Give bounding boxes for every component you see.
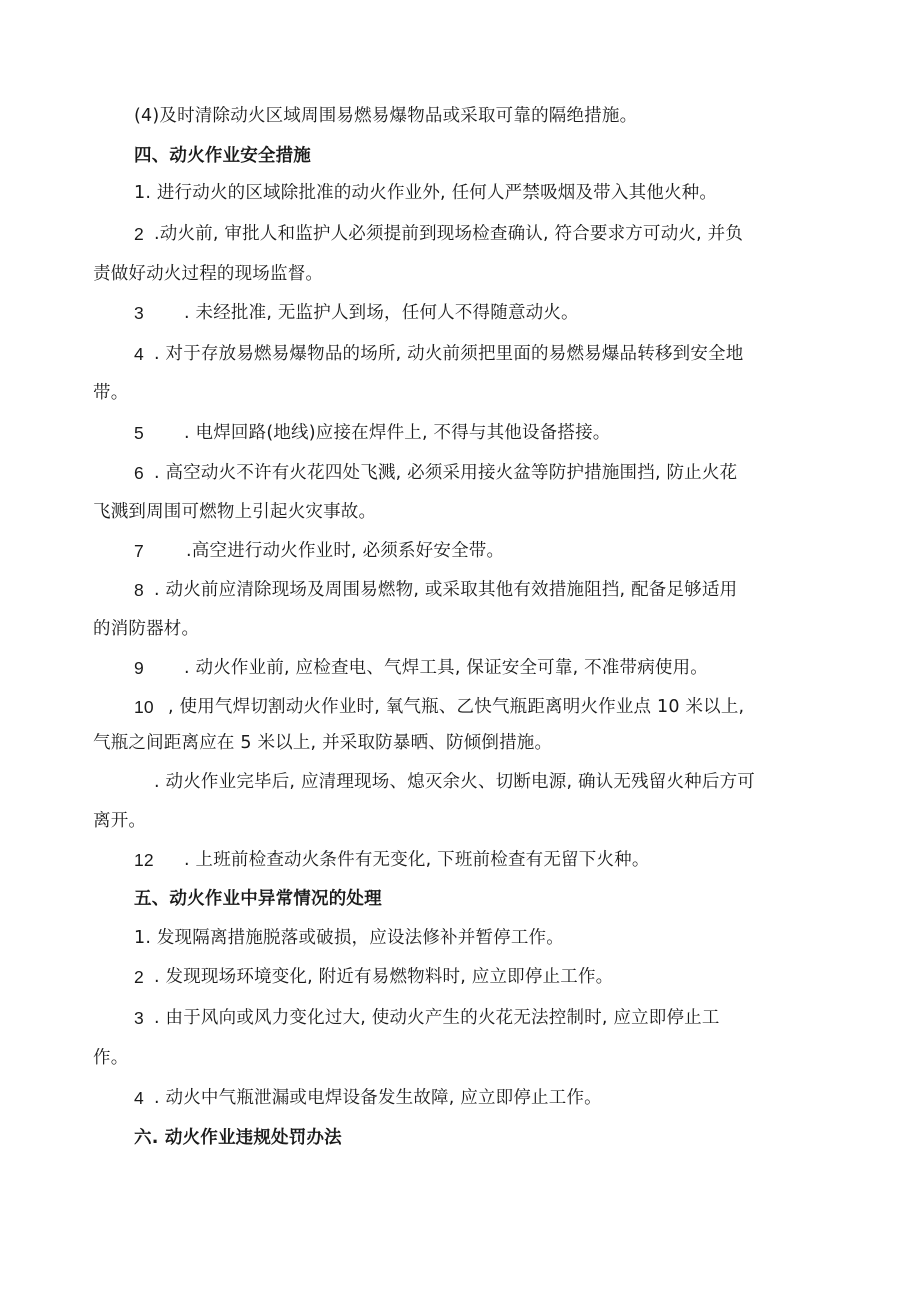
text-line-item-2-cont: 责做好动火过程的现场监督。 [93, 264, 324, 284]
section-heading-6: 六. 动火作业违规处罚办法 [134, 1128, 342, 1148]
text-line-item-5: . 电焊回路(地线)应接在焊件上, 不得与其他设备搭接。 [184, 423, 611, 443]
text-line-item-9: . 动火作业前, 应检查电、气焊工具, 保证安全可靠, 不准带病使用。 [184, 658, 708, 678]
text-line-sec5-item-3: . 由于风向或风力变化过大, 使动火产生的火花无法控制时, 应立即停止工 [154, 1008, 720, 1028]
item-number-10: 10 [134, 697, 154, 717]
text-line-item-6: . 高空动火不许有火花四处飞溅, 必须采用接火盆等防护措施围挡, 防止火花 [154, 463, 738, 483]
text-line-item-7: .高空进行动火作业时, 必须系好安全带。 [186, 541, 505, 561]
text-line-sec5-item-1: 1. 发现隔离措施脱落或破损，应设法修补并暂停工作。 [134, 928, 564, 948]
item-number-3: 3 [134, 303, 144, 323]
text-line-item-10-cont: 气瓶之间距离应在 5 米以上, 并采取防暴晒、防倾倒措施。 [93, 733, 553, 753]
item-number-6: 6 [134, 463, 144, 483]
text-line-sec5-item-2: . 发现现场环境变化, 附近有易燃物料时, 应立即停止工作。 [154, 967, 614, 987]
text-line-item-6-cont: 飞溅到周围可燃物上引起火灾事故。 [93, 502, 377, 522]
text-line-measure-4: (4)及时清除动火区域周围易燃易爆物品或采取可靠的隔绝措施。 [134, 106, 638, 126]
text-line-item-12: . 上班前检查动火条件有无变化, 下班前检查有无留下火种。 [184, 850, 650, 870]
text-line-item-11: . 动火作业完毕后, 应清理现场、熄灭余火、切断电源, 确认无残留火种后方可 [154, 772, 755, 792]
text-line-item-2: .动火前, 审批人和监护人必须提前到现场检查确认, 符合要求方可动火, 并负 [154, 224, 744, 244]
section-heading-5: 五、动火作业中异常情况的处理 [134, 889, 382, 909]
item-number-2: 2 [134, 224, 144, 244]
item-number-sec5-3: 3 [134, 1008, 144, 1028]
text-line-item-8: . 动火前应清除现场及周围易燃物, 或采取其他有效措施阻挡, 配备足够适用 [154, 580, 738, 600]
item-number-9: 9 [134, 658, 144, 678]
text-line-item-8-cont: 的消防器材。 [93, 619, 200, 639]
text-line-item-3: . 未经批准, 无监护人到场，任何人不得随意动火。 [184, 303, 579, 323]
item-number-4: 4 [134, 344, 144, 364]
text-line-item-1: 1. 进行动火的区域除批准的动火作业外, 任何人严禁吸烟及带入其他火种。 [134, 183, 718, 203]
item-number-12: 12 [134, 850, 154, 870]
text-line-item-11-cont: 离开。 [93, 811, 147, 831]
item-number-8: 8 [134, 580, 144, 600]
item-number-7: 7 [134, 541, 144, 561]
text-line-sec5-item-4: . 动火中气瓶泄漏或电焊设备发生故障, 应立即停止工作。 [154, 1088, 602, 1108]
section-heading-4: 四、动火作业安全措施 [134, 146, 311, 166]
item-number-5: 5 [134, 423, 144, 443]
text-line-item-4-cont: 带。 [93, 383, 129, 403]
item-number-sec5-2: 2 [134, 967, 144, 987]
item-number-sec5-4: 4 [134, 1088, 144, 1108]
text-line-item-4: . 对于存放易燃易爆物品的场所, 动火前须把里面的易燃易爆品转移到安全地 [154, 344, 744, 364]
text-line-sec5-item-3-cont: 作。 [93, 1048, 129, 1068]
text-line-item-10: , 使用气焊切割动火作业时, 氧气瓶、乙快气瓶距离明火作业点 10 米以上, [168, 697, 745, 717]
